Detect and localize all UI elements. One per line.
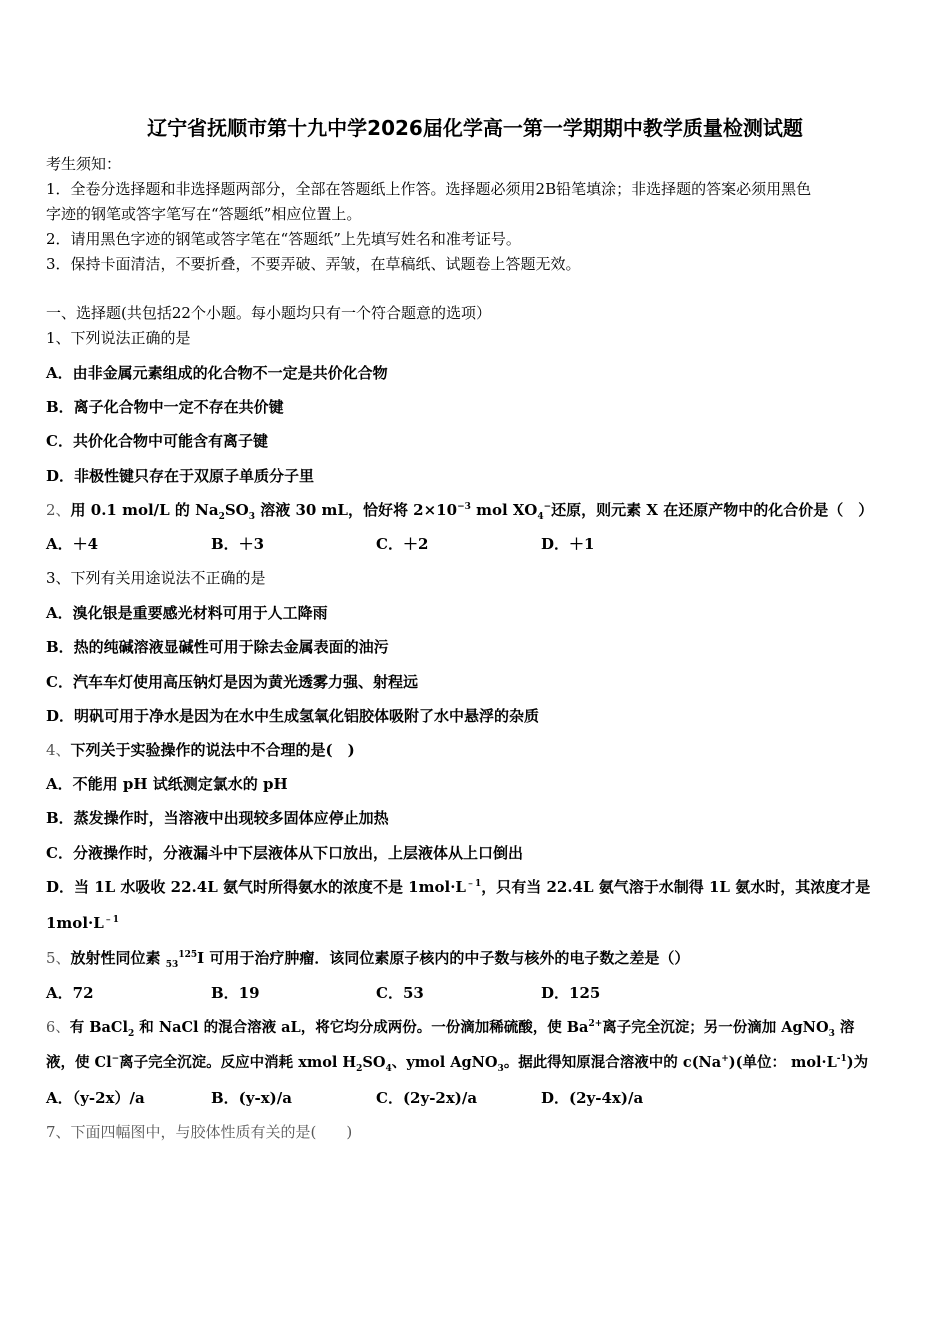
q3-option-d: D．明矾可用于净水是因为在水中生成氢氧化铝胶体吸附了水中悬浮的杂质 xyxy=(46,707,540,725)
notice-item-1b: 字迹的钢笔或答字笔写在“答题纸”相应位置上。 xyxy=(46,205,362,223)
q2-sub-2: 3 xyxy=(248,512,255,522)
q6-l2-text-g: )为 xyxy=(846,1054,869,1071)
q6-l1-sub-2: 3 xyxy=(828,1028,835,1039)
q3-option-a: A．溴化银是重要感光材料可用于人工降雨 xyxy=(46,604,328,622)
q6-l2-sub-3: 3 xyxy=(497,1063,504,1074)
section-heading: 一、选择题(共包括22个小题。每小题均只有一个符合题意的选项） xyxy=(46,304,491,322)
q1-option-b: B．离子化合物中一定不存在共价键 xyxy=(46,398,284,416)
q4-d-text-3: 1mol·L xyxy=(46,914,104,932)
q1-option-a: A．由非金属元素组成的化合物不一定是共价化合物 xyxy=(46,364,388,382)
q2-text-4: mol XO xyxy=(470,501,538,519)
q3-stem: 3、下列有关用途说法不正确的是 xyxy=(46,569,266,587)
q6-l2-text-c: SO xyxy=(362,1054,386,1071)
notice-item-3: 3．保持卡面清洁，不要折叠，不要弄破、弄皱，在草稿纸、试题卷上答题无效。 xyxy=(46,255,581,273)
q3-option-b: B．热的纯碱溶液显碱性可用于除去金属表面的油污 xyxy=(46,638,389,656)
q6-l1-text-a: 有 BaCl xyxy=(69,1019,128,1036)
q5-sub: 53 xyxy=(165,960,179,970)
q4-d-sup-2: ﹣1 xyxy=(103,915,120,925)
q4-d-sup-1: ﹣1 xyxy=(465,879,482,889)
q6-l2-text-f: )(单位： mol·L xyxy=(728,1054,837,1071)
q7-stem xyxy=(46,1121,352,1142)
q4-option-c: C．分液操作时，分液漏斗中下层液体从下口放出，上层液体从上口倒出 xyxy=(46,844,523,862)
q2-text-3: 溶液 30 mL，恰好将 2×10 xyxy=(255,501,458,519)
q6-l2-sup: − xyxy=(111,1054,120,1065)
q4-text: 下列关于实验操作的说法中不合理的是( ) xyxy=(70,741,355,759)
q4-option-d-cont xyxy=(46,912,119,932)
q2-option-d: D．＋1 xyxy=(541,535,595,553)
q6-option-c: C．(2y-2x)/a xyxy=(376,1089,478,1107)
q6-l2-text-e: 。据此得知原混合溶液中的 c(Na xyxy=(503,1054,722,1071)
q4-option-a: A．不能用 pH 试纸测定氯水的 pH xyxy=(46,775,288,793)
q7-text: 下面四幅图中，与胶体性质有关的是( ) xyxy=(70,1123,353,1141)
q6-l1-sub: 2 xyxy=(127,1028,135,1039)
q6-option-b: B．(y-x)/a xyxy=(211,1089,292,1107)
q4-option-d xyxy=(46,876,870,897)
q5-number: 5、 xyxy=(46,949,71,967)
q1-stem: 1、下列说法正确的是 xyxy=(46,329,191,347)
q6-l2-text-b: 离子完全沉淀。反应中消耗 xmol H xyxy=(119,1054,357,1071)
q7-number: 7、 xyxy=(46,1123,71,1141)
q6-l1-text-b: 和 NaCl 的混合溶液 aL，将它均分成两份。一份滴加稀硫酸，使 Ba xyxy=(134,1019,589,1036)
q1-option-d: D．非极性键只存在于双原子单质分子里 xyxy=(46,467,315,485)
q6-number: 6、 xyxy=(46,1020,70,1036)
q6-option-a: A．（y-2x）/a xyxy=(46,1089,145,1107)
q4-d-text-2: ，只有当 22.4L 氨气溶于水制得 1L 氨水时，其浓度才是 xyxy=(481,878,871,896)
q6-l2-sub-2: 4 xyxy=(385,1063,392,1074)
q6-l2-sub-1: 2 xyxy=(356,1063,363,1074)
q4-stem xyxy=(46,739,355,760)
q5-sup: 125 xyxy=(178,950,198,960)
q2-text-2: SO xyxy=(224,501,249,519)
q6-l1-sup: 2+ xyxy=(588,1019,603,1030)
q2-option-c: C．＋2 xyxy=(376,535,429,553)
q2-sub-1: 2 xyxy=(218,512,225,522)
q6-l1-text-c: 离子完全沉淀；另一份滴加 AgNO xyxy=(602,1019,829,1036)
notice-item-2: 2．请用黑色字迹的钢笔或答字笔在“答题纸”上先填写姓名和准考证号。 xyxy=(46,230,521,248)
q6-l2-text-d: 、ymol AgNO xyxy=(391,1054,498,1071)
q4-option-b: B．蒸发操作时，当溶液中出现较多固体应停止加热 xyxy=(46,809,389,827)
q2-text-5: 还原，则元素 X 在还原产物中的化合价是（ ） xyxy=(551,501,874,519)
q4-number: 4、 xyxy=(46,741,71,759)
q6-stem-line-2 xyxy=(46,1051,868,1074)
q2-option-a: A．＋4 xyxy=(46,535,99,553)
notice-item-1a: 1．全卷分选择题和非选择题两部分，全部在答题纸上作答。选择题必须用2B铅笔填涂；非选择题的答案必须用黑色 xyxy=(46,180,812,198)
q4-d-text-1: D．当 1L 水吸收 22.4L 氨气时所得氨水的浓度不是 1mol·L xyxy=(46,878,466,896)
q6-l2-sup-3: -1 xyxy=(836,1054,847,1065)
q2-sup-2: − xyxy=(543,502,552,512)
notice-heading: 考生须知： xyxy=(46,155,122,173)
q2-sub-3: 4 xyxy=(537,512,544,522)
q5-option-d: D．125 xyxy=(541,984,601,1002)
q1-option-c: C．共价化合物中可能含有离子键 xyxy=(46,432,268,450)
q5-option-b: B．19 xyxy=(211,984,260,1002)
q5-stem xyxy=(46,947,689,970)
q5-text-1: 放射性同位素 xyxy=(70,949,166,967)
q6-l2-sup-2: + xyxy=(721,1054,729,1065)
q5-option-c: C．53 xyxy=(376,984,424,1002)
q6-stem-line-1 xyxy=(46,1016,854,1039)
q2-stem xyxy=(46,499,873,522)
q2-sup-1: −3 xyxy=(457,502,471,512)
q2-number: 2、 xyxy=(46,501,71,519)
q2-option-b: B．＋3 xyxy=(211,535,265,553)
q3-option-c: C．汽车车灯使用高压钠灯是因为黄光透雾力强、射程远 xyxy=(46,673,418,691)
q2-text-1: 用 0.1 mol/L 的 Na xyxy=(70,501,219,519)
q6-l2-text-a: 液，使 Cl xyxy=(46,1054,112,1071)
q6-option-d: D．(2y-4x)/a xyxy=(541,1089,644,1107)
page-title: 辽宁省抚顺市第十九中学2026届化学高一第一学期期中教学质量检测试题 xyxy=(147,116,803,140)
q5-text-2: I 可用于治疗肿瘤．该同位素原子核内的中子数与核外的电子数之差是（） xyxy=(197,949,690,967)
q6-l1-text-d: 溶 xyxy=(834,1019,855,1036)
q5-option-a: A．72 xyxy=(46,984,94,1002)
